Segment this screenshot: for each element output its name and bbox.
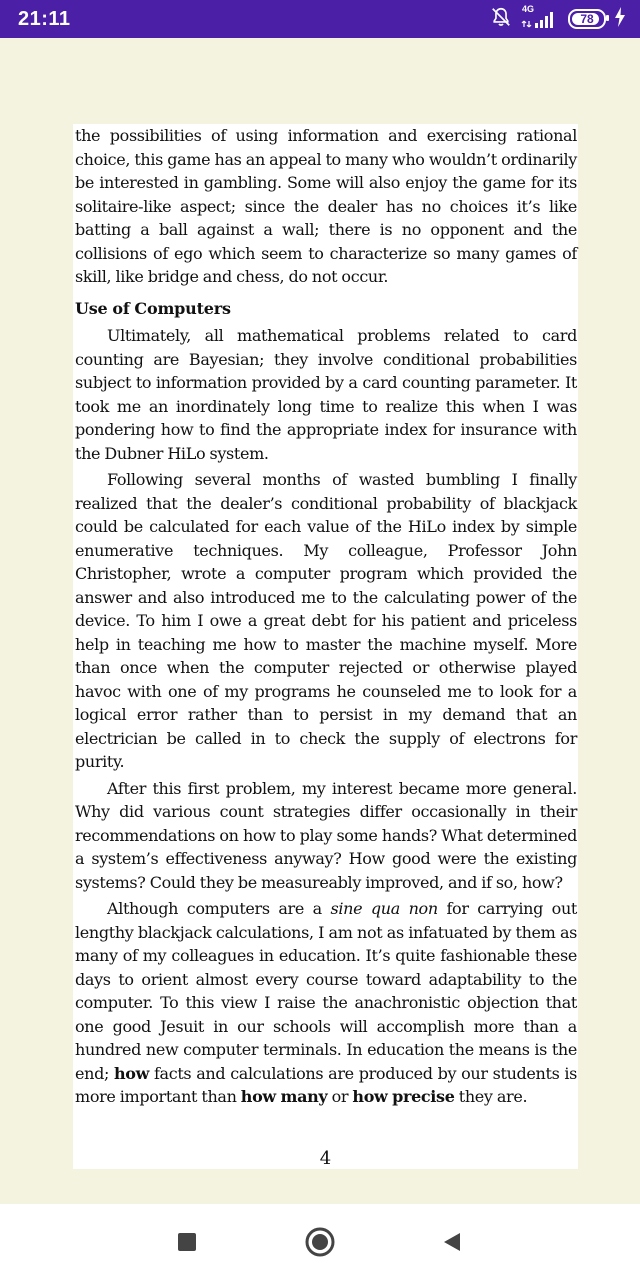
italic-text: sine qua non (330, 899, 438, 918)
text-run: Although computers are a (107, 899, 331, 918)
paragraph: After this first problem, my interest became more general. Why did various count strategies differ occasionally in their recommendations on how to play some hands? What determined a system’s effectiveness anyway? How good were the existing systems? Could they be measureably improved, and if so, how? (75, 778, 577, 892)
paragraph: Following several months of wasted bumbling I finally realized that the dealer’s conditional probability of blackjack could be calculated for each value of the HiLo index by simple enumerative techniques. My colleague, Professor John Christopher, wrote a computer program which provided the answer and also introduced me to the calculating power of the device. To him I owe a great debt for his patient and priceless help in teaching me how to master the machine myself. More than once when the computer rejected or otherwise played havoc with one of my programs he counseled me to look for a logical error rather than to persist in my demand that an electrician be called in to check the supply of electrons for purity. (75, 470, 577, 771)
bold-text: how precise (352, 1087, 455, 1106)
battery-nub (606, 15, 609, 21)
text-run: for carrying out lengthy blackjack calculations, I am not as infatuated by them as many of my colleagues in education. It’s quite fashionable these days to orient almost every course toward adaptability to the computer. To this view I raise the anachronistic objection that one good Jesuit in our schools will accomplish more than a hundred new computer terminals. In education the means is the end; (75, 899, 577, 1083)
page-text (75, 124, 577, 1112)
bell-off-icon (490, 6, 512, 32)
bold-text: how (113, 1063, 149, 1083)
home-button[interactable] (302, 1224, 338, 1260)
home-circle-icon (304, 1226, 336, 1258)
text-run: or (327, 1087, 353, 1106)
section-heading: Use of Computers (75, 298, 231, 318)
back-triangle-icon (441, 1231, 463, 1253)
paragraph: Ultimately, all mathematical problems related to card counting are Bayesian; they involve conditional probabilities subject to information provided by a card counting parameter. It took me an inordinately long time to realize this when I was pondering how to find the appropriate index for insurance with the Dubner HiLo system. (75, 326, 577, 463)
status-bar (0, 0, 640, 38)
battery-icon (568, 9, 606, 29)
back-button[interactable] (434, 1224, 470, 1260)
recent-apps-button[interactable] (169, 1224, 205, 1260)
network-type-label: 4G (522, 4, 535, 14)
navigation-bar (0, 1204, 640, 1280)
square-icon (177, 1232, 197, 1252)
text-run: they are. (454, 1087, 528, 1106)
document-page[interactable] (73, 124, 578, 1169)
text-run: facts and calculations are produced by our students is more important than (75, 1063, 578, 1106)
paragraph: the possibilities of using information and exercising rational choice, this game has an appeal to many who wouldn’t ordinarily be interested in gambling. Some will also enjoy the game for its solitaire-like aspect; since the dealer has no choices it’s like batting a ball against a wall; there is no opponent and the collisions of ego which seem to characterize so many games of skill, like bridge and chess, do not occur. (75, 126, 577, 286)
status-icons (490, 4, 626, 31)
page-number: 4 (319, 1148, 332, 1169)
signal-icon (520, 4, 560, 31)
bold-text: how many (240, 1087, 328, 1106)
charging-icon (614, 7, 626, 31)
battery-level: 78 (580, 12, 594, 26)
paragraph (75, 897, 577, 1109)
status-time: 21:11 (18, 8, 71, 30)
